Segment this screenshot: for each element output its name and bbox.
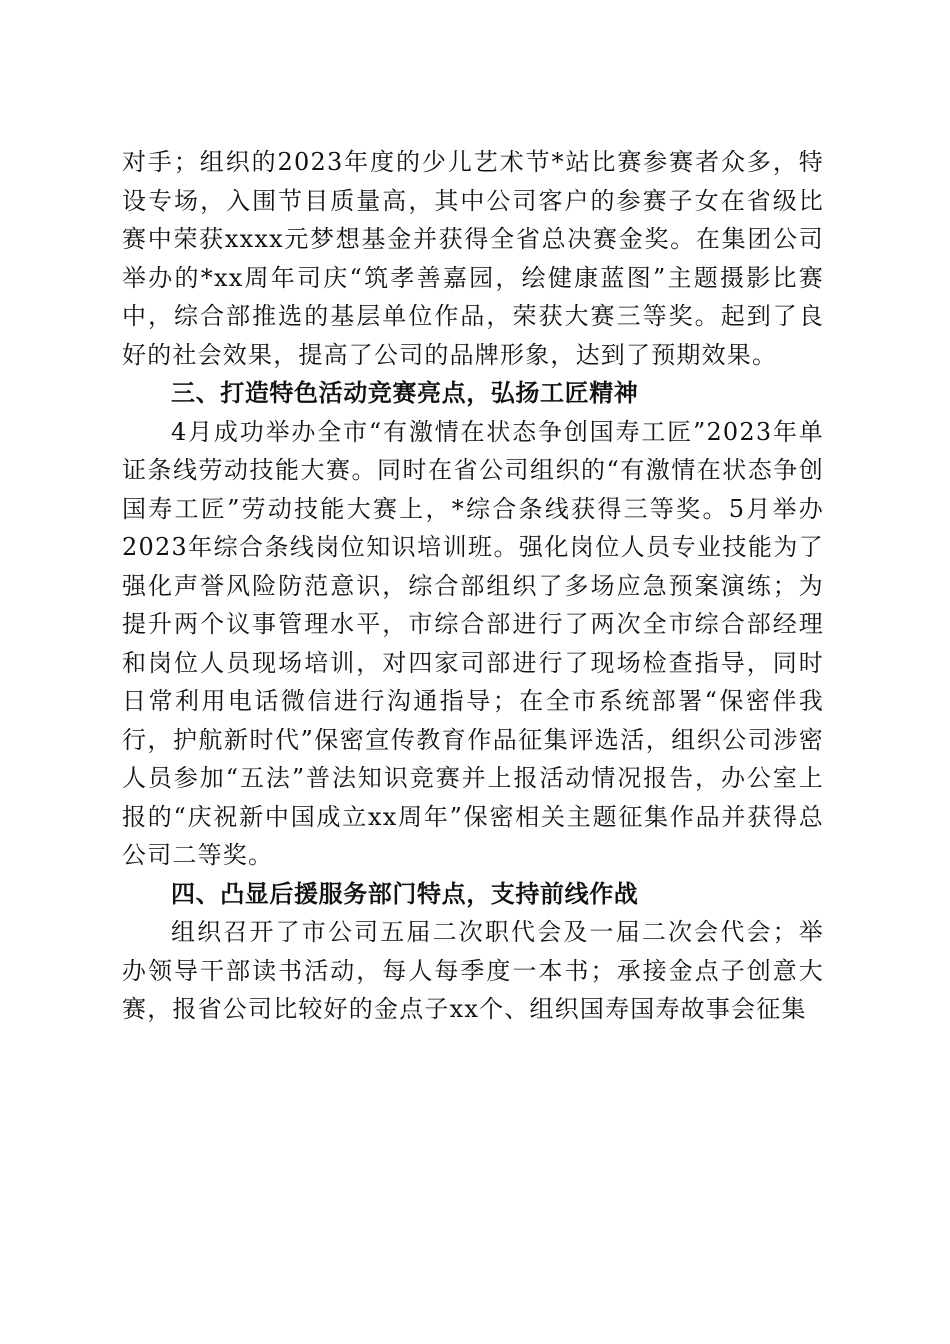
section-heading-4: 四、凸显后援服务部门特点，支持前线作战 [171,879,639,908]
section-heading-3: 三、打造特色活动竞赛亮点，弘扬工匠精神 [171,379,639,407]
paragraph-continued: 对手；组织的2023年度的少儿艺术节*站比赛参赛者众多，特设专场，入围节目质量高，其中公司客户的参赛子女在省级比赛中荣获xxxx元梦想基金并获得全省总决赛金奖。在集团公司举办的*xx周年司庆“筑孝善嘉园，绘健康蓝图”主题摄影比赛中，综合部推选的基层单位作品，荣获大赛三等奖。起到了良好的社会效果，提高了公司的品牌形象，达到了预期效果。 [122,148,824,369]
paragraph-section-3: 4月成功举办全市“有激情在状态争创国寿工匠”2023年单证条线劳动技能大赛。同时在省公司组织的“有激情在状态争创国寿工匠”劳动技能大赛上，*综合条线获得三等奖。5月举办2023年综合条线岗位知识培训班。强化岗位人员专业技能为了强化声誉风险防范意识，综合部组织了多场应急预案演练；为提升两个议事管理水平，市综合部进行了两次全市综合部经理和岗位人员现场培训，对四家司部进行了现场检查指导，同时日常利用电话微信进行沟通指导；在全市系统部署“保密伴我行，护航新时代”保密宣传教育作品征集评选活，组织公司涉密人员参加“五法”普法知识竞赛并上报活动情况报告，办公室上报的“庆祝新中国成立xx周年”保密相关主题征集作品并获得总公司二等奖。 [122,417,824,869]
paragraph-section-4: 组织召开了市公司五届二次职代会及一届二次会代会；举办领导干部读书活动，每人每季度一本书；承接金点子创意大赛，报省公司比较好的金点子xx个、组织国寿国寿故事会征集 [122,918,824,1023]
document-body [122,143,824,1029]
